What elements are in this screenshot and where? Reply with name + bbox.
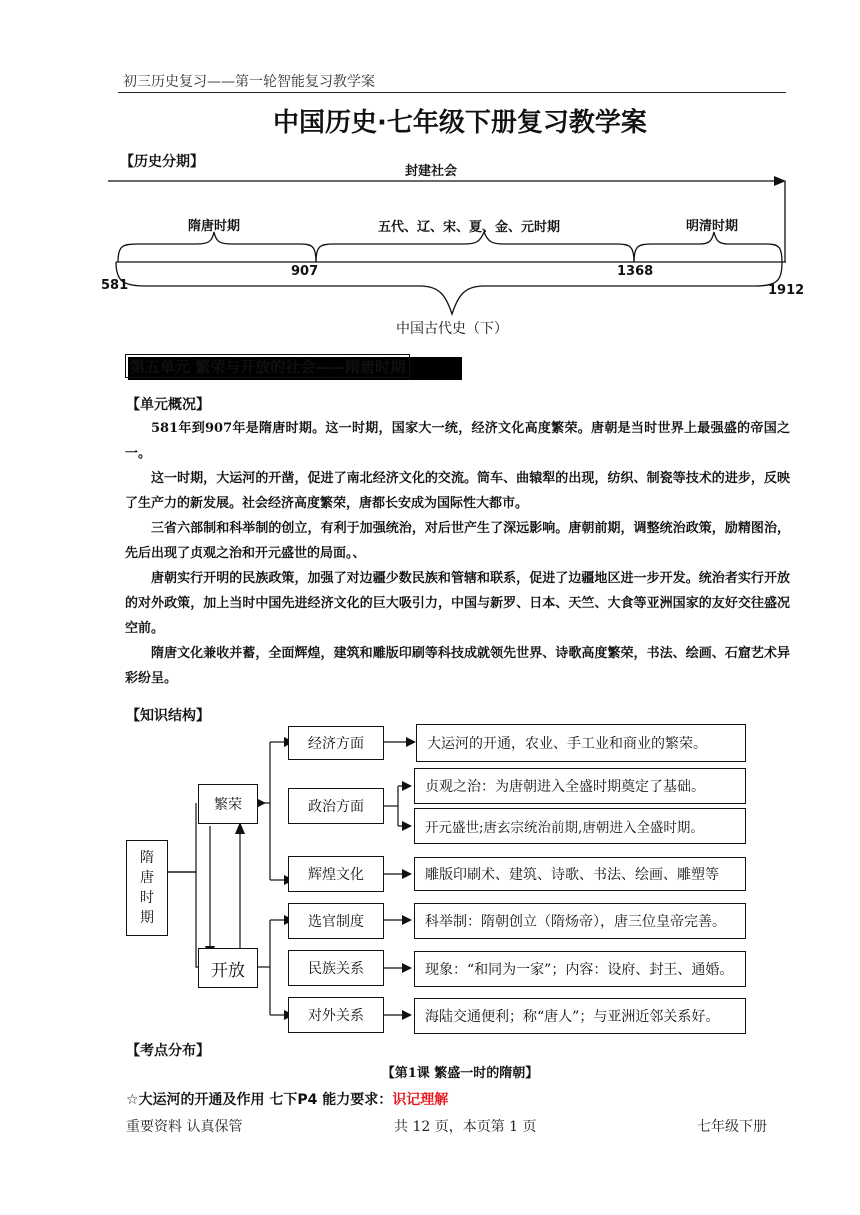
timeline-period-label: 五代、辽、宋、夏、金、元时期: [378, 220, 561, 235]
overview-paragraph: 三省六部制和科举制的创立，有利于加强统治，对后世产生了深远影响。唐朝前期，调整统治政策，励精图治，先后出现了贞观之治和开元盛世的局面。、: [125, 521, 790, 561]
timeline-period-label: 明清时期: [686, 219, 739, 234]
lesson-title: 【第1课 繁盛一时的隋朝】: [381, 1066, 539, 1081]
timeline-year: 1912: [768, 283, 805, 298]
timeline-year: 581: [101, 278, 129, 293]
keypoint-line: [126, 1089, 448, 1109]
page-title: 中国历史·七年级下册复习教学案: [273, 108, 647, 138]
structure-detail: 贞观之治：为唐朝进入全盛时期奠定了基础。: [414, 768, 746, 804]
overview-paragraph: 581年到907年是隋唐时期。这一时期，国家大一统，经济文化高度繁荣。唐朝是当时世界上最强盛的帝国之一。: [125, 421, 790, 461]
unit-title: 第五单元 繁荣与开放的社会——隋唐时期: [125, 354, 410, 378]
structure-label: 【知识结构】: [126, 708, 210, 724]
footer-left: 重要资料 认真保管: [126, 1119, 243, 1135]
timeline-bottom-label: 中国古代史（下）: [396, 321, 508, 337]
timeline-section-label: 【历史分期】: [120, 154, 204, 170]
timeline-year: 907: [291, 264, 319, 279]
structure-branch: 繁荣: [198, 784, 258, 824]
overview-label: 【单元概况】: [126, 397, 210, 413]
structure-detail: 大运河的开通，农业、手工业和商业的繁荣。: [416, 724, 746, 762]
keypoint-requirement: 识记理解: [392, 1092, 449, 1108]
structure-detail: 现象：“和同为一家”；内容：设府、封王、通婚。: [414, 951, 746, 987]
footer-right: 七年级下册: [697, 1119, 767, 1135]
structure-category: 辉煌文化: [288, 856, 384, 892]
structure-detail: 海陆交通便利；称“唐人”；与亚洲近邻关系好。: [414, 998, 746, 1034]
structure-category: 经济方面: [288, 726, 384, 760]
structure-root-label: 隋唐时期: [140, 850, 154, 926]
running-header: 初三历史复习——第一轮智能复习教学案: [123, 74, 375, 90]
keypoint-text: ☆大运河的开通及作用 七下P4 能力要求：: [126, 1092, 393, 1108]
exam-label: 【考点分布】: [126, 1043, 210, 1059]
structure-root: [126, 840, 168, 936]
structure-category: 民族关系: [288, 950, 384, 986]
structure-detail: 开元盛世;唐玄宗统治前期,唐朝进入全盛时期。: [414, 808, 746, 844]
timeline-period-label: 隋唐时期: [188, 219, 241, 234]
structure-detail: 科举制：隋朝创立（隋炀帝），唐三位皇帝完善。: [414, 903, 746, 939]
structure-category: 政治方面: [288, 788, 384, 824]
overview-paragraph: 隋唐文化兼收并蓄，全面辉煌，建筑和雕版印刷等科技成就领先世界、诗歌高度繁荣，书法、绘画、石窟艺术异彩纷呈。: [125, 646, 790, 686]
footer-center: 共 12 页，本页第 1 页: [394, 1119, 537, 1135]
structure-branch: 开放: [198, 948, 258, 988]
timeline-year: 1368: [617, 264, 654, 279]
structure-category: 对外关系: [288, 997, 384, 1033]
structure-category: 选官制度: [288, 903, 384, 939]
timeline-top-label: 封建社会: [405, 164, 458, 179]
overview-paragraph: 唐朝实行开明的民族政策，加强了对边疆少数民族和管辖和联系，促进了边疆地区进一步开发。统治者实行开放的对外政策，加上当时中国先进经济文化的巨大吸引力，中国与新罗、日本、天竺、大食等亚洲国家的友好交往盛况空前。: [125, 571, 790, 636]
overview-paragraph: 这一时期，大运河的开凿，促进了南北经济文化的交流。筒车、曲辕犁的出现，纺织、制瓷等技术的进步，反映了生产力的新发展。社会经济高度繁荣，唐都长安成为国际性大都市。: [125, 471, 790, 511]
structure-detail: 雕版印刷术、建筑、诗歌、书法、绘画、雕塑等: [414, 857, 746, 891]
